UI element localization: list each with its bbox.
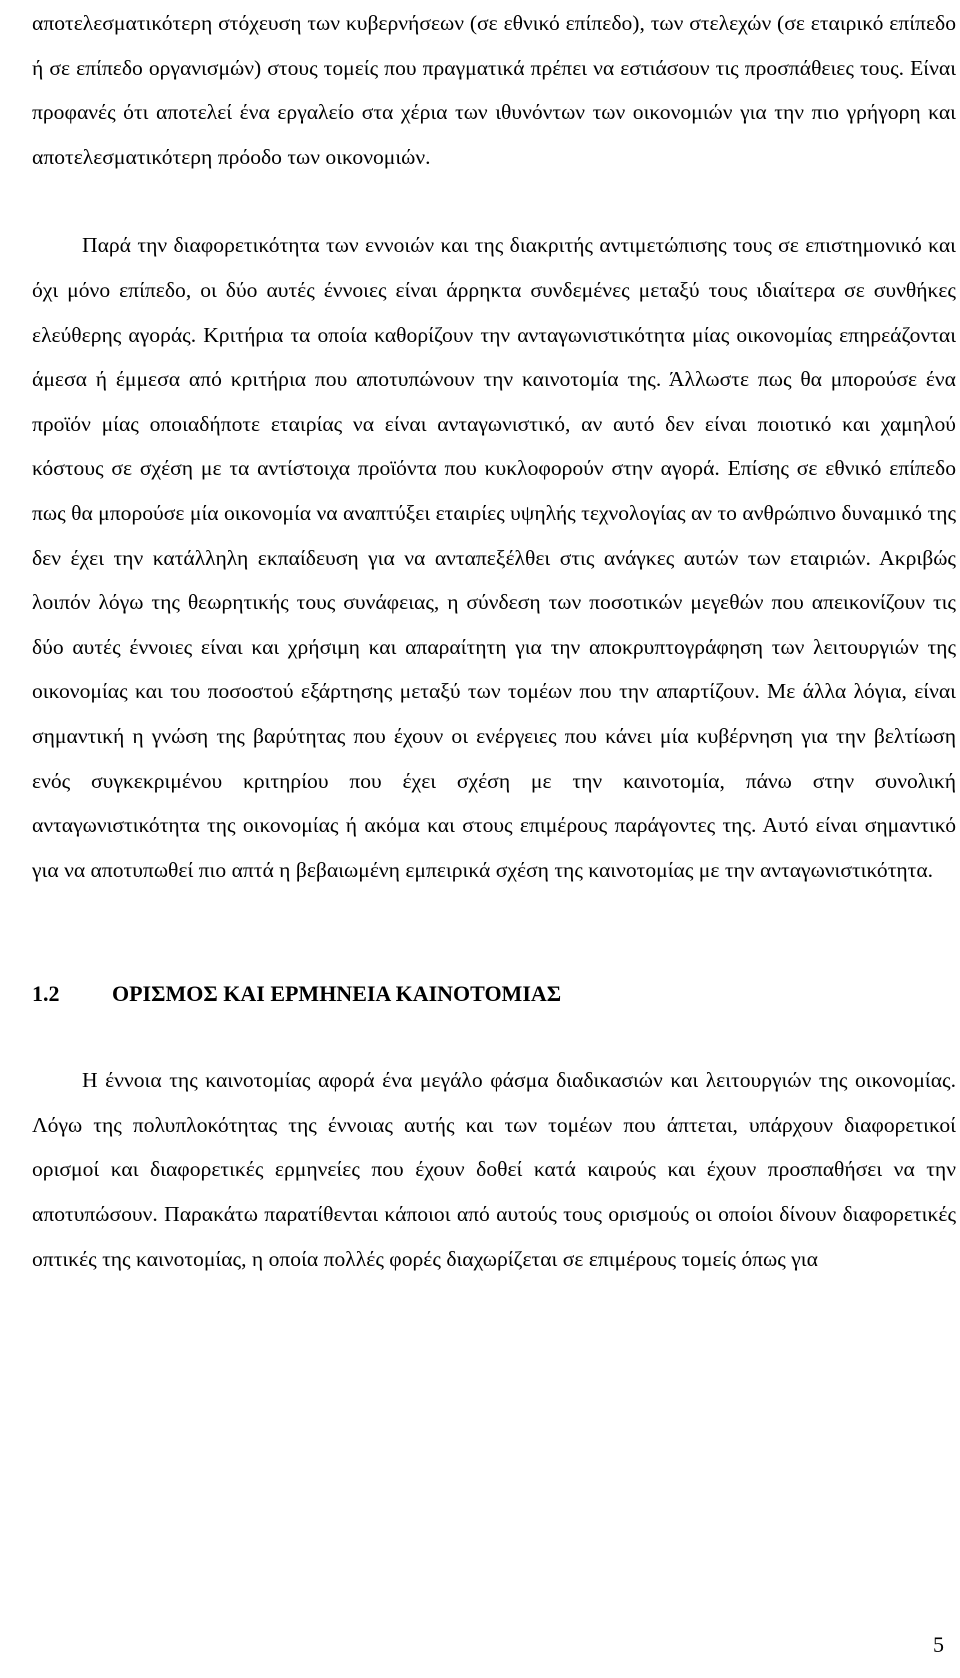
page-number: 5 bbox=[933, 1632, 944, 1657]
body-paragraph-2: Παρά την διαφορετικότητα των εννοιών και της διακριτής αντιμετώπισης τους σε επιστημονικό και όχι μόνο επίπεδο, οι δύο αυτές έννοιες είναι άρρηκτα συνδεμένες μεταξύ τους ιδιαίτερα σε συνθήκες ελεύθερης αγοράς. Κριτήρια τα οποία καθορίζουν την ανταγωνιστικότητα μίας οικονομίας επηρεάζονται άμεσα ή έμμεσα από κριτήρια που αποτυπώνουν την καινοτομία της. Άλλωστε πως θα μπορούσε ένα προϊόν μίας οποιαδήποτε εταιρίας να είναι ανταγωνιστικό, αν αυτό δεν είναι ποιοτικό και χαμηλού κόστους σε σχέση με τα αντίστοιχα προϊόντα που κυκλοφορούν στην αγορά. Επίσης σε εθνικό επίπεδο πως θα μπορούσε μία οικονομία να αναπτύξει εταιρίες υψηλής τεχνολογίας αν το ανθρώπινο δυναμικό της δεν έχει την κατάλληλη εκπαίδευση για να ανταπεξέλθει στις ανάγκες αυτών των εταιριών. Ακριβώς λοιπόν λόγω της θεωρητικής τους συνάφειας, η σύνδεση των ποσοτικών μεγεθών που απεικονίζουν τις δύο αυτές έννοιες είναι και χρήσιμη και απαραίτητη για την αποκρυπτογράφηση των λειτουργιών της οικονομίας και του ποσοστού εξάρτησης μεταξύ των τομέων που την απαρτίζουν. Με άλλα λόγια, είναι σημαντική η γνώση της βαρύτητας που έχουν οι ενέργειες που κάνει μία κυβέρνηση για την βελτίωση ενός συγκεκριμένου κριτηρίου που έχει σχέση με την καινοτομία, πάνω στην συνολική ανταγωνιστικότητα της οικονομίας ή ακόμα και στους επιμέρους παράγοντες της. Αυτό είναι σημαντικό για να αποτυπωθεί πιο απτά η βεβαιωμένη εμπειρικά σχέση της καινοτομίας με την ανταγωνιστικότητα. bbox=[32, 233, 956, 882]
section-heading bbox=[32, 972, 956, 1016]
body-paragraph-3: Η έννοια της καινοτομίας αφορά ένα μεγάλο φάσμα διαδικασιών και λειτουργιών της οικονομίας. Λόγω της πολυπλοκότητας της έννοιας αυτής και των τομέων που άπτεται, υπάρχουν διαφορετικοί ορισμοί και διαφορετικές ερμηνείες που έχουν δοθεί κατά καιρούς και έχουν προσπαθήσει να την αποτυπώσουν. Παρακάτω παρατίθενται κάποιοι από αυτούς τους ορισμούς οι οποίοι δίνουν διαφορετικές οπτικές της καινοτομίας, η οποία πολλές φορές διαχωρίζεται σε επιμέρους τομείς όπως για bbox=[32, 1068, 956, 1271]
body-paragraph-1: αποτελεσματικότερη στόχευση των κυβερνήσεων (σε εθνικό επίπεδο), των στελεχών (σε εταιρικό επίπεδο ή σε επίπεδο οργανισμών) στους τομείς που πραγματικά πρέπει να εστιάσουν τις προσπάθειες τους. Είναι προφανές ότι αποτελεί ένα εργαλείο στα χέρια των ιθυνόντων των οικονομιών για την πιο γρήγορη και αποτελεσματικότερη πρόοδο των οικονομιών. bbox=[32, 11, 956, 169]
document-page bbox=[32, 0, 956, 1281]
section-title: ΟΡΙΣΜΟΣ ΚΑΙ ΕΡΜΗΝΕΙΑ ΚΑΙΝΟΤΟΜΙΑΣ bbox=[112, 981, 562, 1007]
section-number: 1.2 bbox=[32, 981, 60, 1007]
